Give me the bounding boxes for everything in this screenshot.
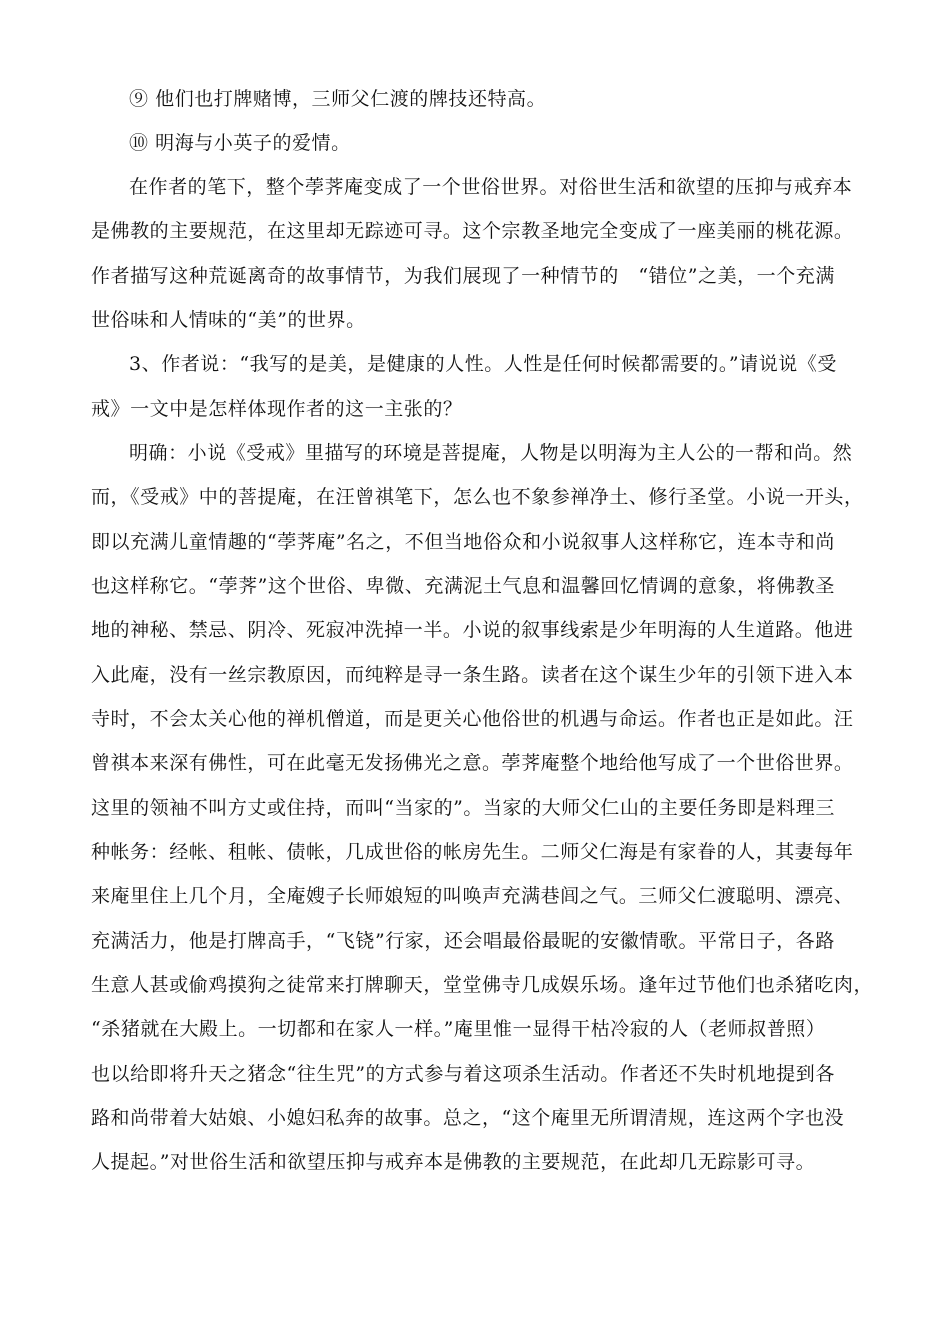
answer-line-7: 寺时，不会太关心他的禅机僧道，而是更关心他俗世的机遇与命运。作者也正是如此。汪 bbox=[91, 708, 854, 730]
answer-line-13: 生意人甚或偷鸡摸狗之徒常来打牌聊天，堂堂佛寺几成娱乐场。逢年过节他们也杀猪吃肉， bbox=[91, 974, 874, 996]
answer-line-9: 这里的领袖不叫方丈或住持，而叫“当家的”。当家的大师父仁山的主要任务即是料理三 bbox=[91, 797, 835, 819]
answer-line-2: 而，《受戒》中的菩提庵，在汪曾祺笔下，怎么也不象参禅净土、修行圣堂。小说一开头， bbox=[91, 486, 864, 508]
paragraph-1-line-1: 在作者的笔下，整个荸荠庵变成了一个世俗世界。对俗世生活和欲望的压抑与戒弃本 bbox=[129, 176, 853, 198]
answer-line-1: 明确：小说《受戒》里描写的环境是菩提庵，人物是以明海为主人公的一帮和尚。然 bbox=[129, 442, 853, 464]
answer-line-17: 人提起。”对世俗生活和欲望压抑与戒弃本是佛教的主要规范，在此却几无踪影可寻。 bbox=[91, 1151, 816, 1173]
answer-line-5: 地的神秘、禁忌、阴冷、死寂冲洗掉一半。小说的叙事线索是少年明海的人生道路。他进 bbox=[91, 619, 854, 641]
paragraph-1-line-2: 是佛教的主要规范，在这里却无踪迹可寻。这个宗教圣地完全变成了一座美丽的桃花源。 bbox=[91, 220, 854, 242]
question-3-line-2: 戒》一文中是怎样体现作者的这一主张的？ bbox=[91, 398, 463, 420]
answer-line-6: 入此庵，没有一丝宗教原因，而纯粹是寻一条生路。读者在这个谋生少年的引领下进入本 bbox=[91, 664, 854, 686]
answer-line-15: 也以给即将升天之猪念“往生咒”的方式参与着这项杀生活动。作者还不失时机地提到各 bbox=[91, 1063, 835, 1085]
answer-line-12: 充满活力，他是打牌高手，“飞铙”行家，还会唱最俗最昵的安徽情歌。平常日子，各路 bbox=[91, 930, 835, 952]
list-item-10: ⑩ 明海与小英子的爱情。 bbox=[129, 132, 351, 154]
answer-line-3: 即以充满儿童情趣的“荸荠庵”名之，不但当地俗众和小说叙事人这样称它，连本寺和尚 bbox=[91, 531, 835, 553]
paragraph-1-line-3: 作者描写这种荒诞离奇的故事情节，为我们展现了一种情节的 “错位”之美，一个充满 bbox=[91, 265, 835, 287]
list-item-9: ⑨ 他们也打牌赌博，三师父仁渡的牌技还特高。 bbox=[129, 88, 547, 110]
answer-line-4: 也这样称它。“荸荠”这个世俗、卑微、充满泥土气息和温馨回忆情调的意象，将佛教圣 bbox=[91, 575, 835, 597]
answer-line-10: 种帐务：经帐、租帐、债帐，几成世俗的帐房先生。二师父仁海是有家眷的人，其妻每年 bbox=[91, 841, 854, 863]
answer-line-16: 路和尚带着大姑娘、小媳妇私奔的故事。总之，“这个庵里无所谓清规，连这两个字也没 bbox=[91, 1107, 845, 1129]
paragraph-1-line-4: 世俗味和人情味的“美”的世界。 bbox=[91, 309, 366, 331]
question-3-line-1: 3、作者说：“我写的是美，是健康的人性。人性是任何时候都需要的。”请说说《受 bbox=[129, 353, 837, 375]
answer-line-8: 曾祺本来深有佛性，可在此毫无发扬佛光之意。荸荠庵整个地给他写成了一个世俗世界。 bbox=[91, 752, 854, 774]
answer-line-14: “杀猪就在大殿上。一切都和在家人一样。”庵里惟一显得干枯冷寂的人（老师叔普照） bbox=[91, 1018, 826, 1040]
answer-line-11: 来庵里住上几个月，全庵嫂子长师娘短的叫唤声充满巷闾之气。三师父仁渡聪明、漂亮、 bbox=[91, 885, 854, 907]
